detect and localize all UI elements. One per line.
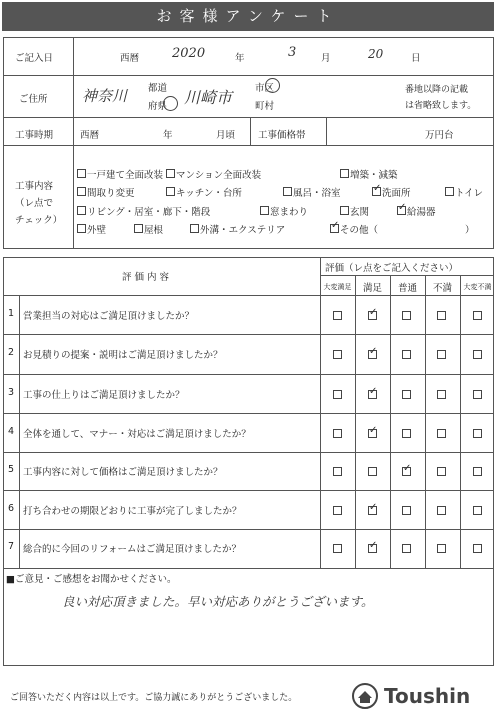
work-item-label: 給湯器 <box>407 207 436 218</box>
work-checkbox[interactable] <box>190 224 199 233</box>
question-number: 6 <box>8 502 15 514</box>
work-item-label: 風呂・浴室 <box>293 188 341 199</box>
rating-checkbox[interactable] <box>402 429 411 438</box>
rating-checkbox[interactable] <box>437 350 446 359</box>
question-number: 3 <box>8 386 15 398</box>
rating-checkbox[interactable] <box>473 390 482 399</box>
work-checkbox[interactable] <box>166 169 175 178</box>
rating-checkbox[interactable] <box>402 350 411 359</box>
work-item-label: 外壁 <box>87 225 107 236</box>
rating-checkbox[interactable] <box>473 506 482 515</box>
toushin-logo-icon <box>352 683 378 713</box>
rating-checkbox[interactable] <box>437 390 446 399</box>
period-month-unit: 月頃 <box>216 130 236 141</box>
address-prefecture-value: 神奈川 <box>82 87 128 105</box>
entry-year-unit: 年 <box>235 53 245 64</box>
work-checkbox[interactable] <box>260 206 269 215</box>
rating-checkbox[interactable] <box>333 350 342 359</box>
rating-checkbox[interactable] <box>368 350 377 359</box>
rating-column-header: 不満 <box>432 283 452 294</box>
work-checkbox[interactable] <box>134 224 143 233</box>
rating-checkbox[interactable] <box>473 544 482 553</box>
question-text: 工事の仕上りはご満足頂けましたか？ <box>23 389 185 401</box>
period-label: 工事時期 <box>15 130 54 141</box>
entry-day-unit: 日 <box>411 53 421 64</box>
rating-checkbox[interactable] <box>333 544 342 553</box>
work-item-label: トイレ <box>455 188 484 199</box>
work-item-label: 間取り変更 <box>87 188 135 199</box>
grid-line <box>3 452 493 453</box>
work-label-2: （レ点で <box>15 198 54 209</box>
work-checkbox[interactable] <box>166 187 175 196</box>
rating-header: 評価（レ点をご記入ください） <box>325 263 459 274</box>
grid-line <box>3 529 493 530</box>
rating-checkbox[interactable] <box>368 506 377 515</box>
work-checkbox[interactable] <box>445 187 454 196</box>
period-year-unit: 年 <box>163 130 173 141</box>
question-number: 4 <box>8 425 15 437</box>
other-close-paren: ） <box>465 225 475 236</box>
grid-line <box>390 275 391 568</box>
address-pref-label-1: 都道 <box>148 83 168 94</box>
entry-era: 西暦 <box>120 53 140 64</box>
question-text: 全体を通して、マナー・対応はご満足頂けましたか？ <box>23 428 251 440</box>
entry-year-value: 2020 <box>172 46 206 61</box>
rating-checkbox[interactable] <box>437 544 446 553</box>
question-text: 営業担当の対応はご満足頂けましたか？ <box>23 310 195 322</box>
rating-checkbox[interactable] <box>333 506 342 515</box>
rating-checkbox[interactable] <box>437 467 446 476</box>
work-checkbox[interactable] <box>77 187 86 196</box>
period-era: 西暦 <box>80 130 100 141</box>
work-item-label: 窓まわり <box>270 207 309 218</box>
grid-line <box>355 275 356 568</box>
question-number: 5 <box>8 464 15 475</box>
grid-line <box>3 374 493 375</box>
work-checkbox[interactable] <box>77 169 86 178</box>
address-note-1: 番地以降の記載 <box>405 85 469 95</box>
footer-thanks: ご回答いただく内容は以上です。ご協力誠にありがとうございました。 <box>10 693 298 703</box>
entry-date-label: ご記入日 <box>15 53 54 64</box>
work-item-label: 屋根 <box>144 225 164 236</box>
grid-line <box>3 490 493 491</box>
rating-column-header: 満足 <box>362 283 382 294</box>
rating-checkbox[interactable] <box>368 544 377 553</box>
question-number: 1 <box>8 307 15 319</box>
work-checkbox[interactable] <box>77 206 86 215</box>
work-item-label: 玄関 <box>350 207 370 218</box>
work-label-3: チェック） <box>15 215 63 226</box>
rating-checkbox[interactable] <box>333 311 342 320</box>
comments-text: 良い対応頂きました。早い対応ありがとうございます。 <box>62 594 374 609</box>
pref-circle-mark <box>163 96 178 111</box>
work-checkbox[interactable] <box>340 206 349 215</box>
grid-line <box>3 413 493 414</box>
question-number: 2 <box>8 347 15 358</box>
grid-line <box>460 275 461 568</box>
rating-checkbox[interactable] <box>333 467 342 476</box>
entry-day-value: 20 <box>368 47 384 61</box>
grid-line <box>3 334 493 335</box>
rating-checkbox[interactable] <box>402 544 411 553</box>
rating-checkbox[interactable] <box>333 390 342 399</box>
comments-label: ■ご意見・ご感想をお聞かせください。 <box>6 574 177 585</box>
rating-checkbox[interactable] <box>473 311 482 320</box>
entry-month-unit: 月 <box>321 53 331 64</box>
rating-checkbox[interactable] <box>437 311 446 320</box>
address-pref-label-2: 府県 <box>148 101 168 112</box>
rating-column-header: 大変不満 <box>463 283 492 291</box>
rating-checkbox[interactable] <box>402 506 411 515</box>
question-number: 7 <box>8 541 15 552</box>
question-text: 工事内容に対して価格はご満足頂けましたか？ <box>23 467 223 478</box>
address-city-label-1: 市区 <box>255 83 275 94</box>
work-checkbox[interactable] <box>283 187 292 196</box>
work-item-label: 増築・減築 <box>350 170 398 181</box>
entry-month-value: 3 <box>288 45 297 60</box>
rating-column-header: 大変満足 <box>323 283 352 291</box>
work-item-label: その他（ <box>340 225 379 236</box>
question-text: 打ち合わせの期限どおりに工事が完了しましたか？ <box>23 505 242 517</box>
price-range-label: 工事価格帯 <box>258 130 306 141</box>
rating-checkbox[interactable] <box>473 350 482 359</box>
address-city-value: 川崎市 <box>184 88 233 107</box>
work-item-label: マンション全面改装 <box>176 170 262 181</box>
rating-checkbox[interactable] <box>368 311 377 320</box>
work-item-label: 一戸建て全面改装 <box>87 170 164 181</box>
rating-checkbox[interactable] <box>402 311 411 320</box>
city-circle-mark <box>265 78 280 93</box>
price-unit: 万円台 <box>425 130 454 141</box>
rating-checkbox[interactable] <box>368 429 377 438</box>
work-checkbox[interactable] <box>397 206 406 215</box>
address-city-label-2: 町村 <box>255 101 275 112</box>
eval-header: 評価内容 <box>122 272 173 283</box>
question-text: 総合的に今回のリフォームはご満足頂けましたか？ <box>23 544 242 555</box>
rating-column-header: 普通 <box>397 283 417 294</box>
rating-checkbox[interactable] <box>473 467 482 476</box>
rating-checkbox[interactable] <box>368 390 377 399</box>
work-item-label: 洗面所 <box>382 188 411 199</box>
brand-name: Toushin <box>384 684 471 708</box>
address-label: ご住所 <box>19 94 48 105</box>
address-note-2: は省略致します。 <box>405 101 477 111</box>
work-checkbox[interactable] <box>340 169 349 178</box>
work-checkbox[interactable] <box>77 224 86 233</box>
rating-checkbox[interactable] <box>437 429 446 438</box>
question-text: お見積りの提案・説明はご満足頂けましたか？ <box>23 350 223 361</box>
work-checkbox[interactable] <box>330 224 339 233</box>
survey-title: お客様アンケート <box>2 2 494 31</box>
rating-checkbox[interactable] <box>437 506 446 515</box>
work-item-label: キッチン・台所 <box>176 188 242 199</box>
work-item-label: リビング・居室・廊下・階段 <box>87 207 211 218</box>
rating-checkbox[interactable] <box>473 429 482 438</box>
work-item-label: 外溝・エクステリア <box>200 225 286 236</box>
grid-line <box>425 275 426 568</box>
work-label-1: 工事内容 <box>15 181 54 192</box>
work-checkbox[interactable] <box>372 187 381 196</box>
rating-checkbox[interactable] <box>402 390 411 399</box>
rating-checkbox[interactable] <box>402 467 411 476</box>
rating-checkbox[interactable] <box>368 467 377 476</box>
rating-checkbox[interactable] <box>333 429 342 438</box>
